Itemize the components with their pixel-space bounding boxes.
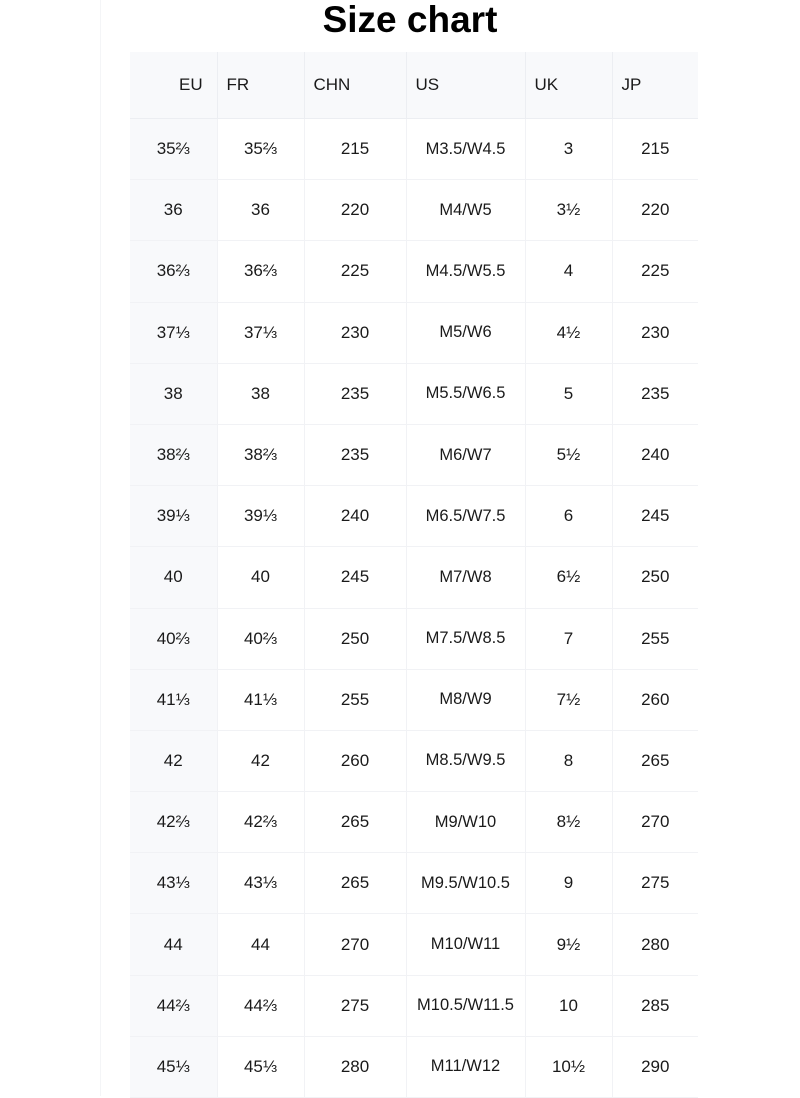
cell-us: M10.5/W11.5: [406, 975, 525, 1036]
cell-chn: 220: [304, 180, 406, 241]
cell-us: M3.5/W4.5: [406, 119, 525, 180]
cell-eu: 36: [130, 180, 217, 241]
cell-chn: 280: [304, 1036, 406, 1097]
cell-chn: 255: [304, 669, 406, 730]
cell-jp: 235: [612, 363, 698, 424]
cell-eu: 40⅔: [130, 608, 217, 669]
cell-jp: 270: [612, 792, 698, 853]
table-row: [130, 180, 698, 241]
cell-eu: 38⅔: [130, 424, 217, 485]
cell-chn: 235: [304, 363, 406, 424]
cell-chn: 230: [304, 302, 406, 363]
cell-chn: 265: [304, 853, 406, 914]
cell-fr: 45⅓: [217, 1036, 304, 1097]
cell-us: M5.5/W6.5: [406, 363, 525, 424]
table-header-row: [130, 52, 698, 119]
table-row: [130, 730, 698, 791]
cell-fr: 38: [217, 363, 304, 424]
cell-chn: 235: [304, 424, 406, 485]
cell-eu: 42⅔: [130, 792, 217, 853]
cell-jp: 225: [612, 241, 698, 302]
cell-jp: 265: [612, 730, 698, 791]
table-row: [130, 119, 698, 180]
cell-us: M8.5/W9.5: [406, 730, 525, 791]
table-row: [130, 792, 698, 853]
cell-jp: 215: [612, 119, 698, 180]
cell-jp: 250: [612, 547, 698, 608]
table-row: [130, 669, 698, 730]
cell-fr: 42⅔: [217, 792, 304, 853]
cell-fr: 37⅓: [217, 302, 304, 363]
table-row: [130, 853, 698, 914]
cell-us: M5/W6: [406, 302, 525, 363]
cell-uk: 6: [525, 486, 612, 547]
table-row: [130, 424, 698, 485]
page-title: Size chart: [322, 0, 498, 40]
cell-eu: 39⅓: [130, 486, 217, 547]
cell-uk: 5: [525, 363, 612, 424]
cell-uk: 4: [525, 241, 612, 302]
cell-us: M8/W9: [406, 669, 525, 730]
cell-jp: 285: [612, 975, 698, 1036]
cell-uk: 9½: [525, 914, 612, 975]
table-row: [130, 241, 698, 302]
cell-fr: 36⅔: [217, 241, 304, 302]
cell-jp: 230: [612, 302, 698, 363]
cell-fr: 44⅔: [217, 975, 304, 1036]
cell-eu: 35⅔: [130, 119, 217, 180]
size-table: [130, 52, 698, 1098]
cell-chn: 245: [304, 547, 406, 608]
cell-fr: 39⅓: [217, 486, 304, 547]
cell-us: M9/W10: [406, 792, 525, 853]
column-header-uk: UK: [525, 52, 612, 119]
column-header-fr: FR: [217, 52, 304, 119]
cell-us: M4/W5: [406, 180, 525, 241]
cell-jp: 290: [612, 1036, 698, 1097]
cell-chn: 240: [304, 486, 406, 547]
cell-uk: 8½: [525, 792, 612, 853]
cell-fr: 36: [217, 180, 304, 241]
cell-fr: 35⅔: [217, 119, 304, 180]
cell-jp: 220: [612, 180, 698, 241]
cell-uk: 10: [525, 975, 612, 1036]
cell-us: M7.5/W8.5: [406, 608, 525, 669]
table-row: [130, 486, 698, 547]
cell-fr: 41⅓: [217, 669, 304, 730]
table-row: [130, 547, 698, 608]
size-table-container: [130, 52, 698, 1098]
cell-chn: 265: [304, 792, 406, 853]
cell-us: M7/W8: [406, 547, 525, 608]
size-table-body: [130, 119, 698, 1098]
cell-eu: 42: [130, 730, 217, 791]
cell-us: M6/W7: [406, 424, 525, 485]
cell-us: M4.5/W5.5: [406, 241, 525, 302]
cell-eu: 41⅓: [130, 669, 217, 730]
cell-uk: 3½: [525, 180, 612, 241]
cell-uk: 3: [525, 119, 612, 180]
cell-us: M11/W12: [406, 1036, 525, 1097]
cell-chn: 215: [304, 119, 406, 180]
table-row: [130, 302, 698, 363]
cell-eu: 38: [130, 363, 217, 424]
column-header-jp: JP: [612, 52, 698, 119]
cell-eu: 44: [130, 914, 217, 975]
column-header-chn: CHN: [304, 52, 406, 119]
column-header-us: US: [406, 52, 525, 119]
cell-fr: 40: [217, 547, 304, 608]
table-row: [130, 914, 698, 975]
page-edge-line: [100, 0, 101, 1096]
cell-eu: 43⅓: [130, 853, 217, 914]
cell-chn: 275: [304, 975, 406, 1036]
cell-uk: 9: [525, 853, 612, 914]
cell-uk: 4½: [525, 302, 612, 363]
cell-uk: 6½: [525, 547, 612, 608]
table-row: [130, 1036, 698, 1097]
cell-jp: 240: [612, 424, 698, 485]
cell-uk: 7: [525, 608, 612, 669]
cell-uk: 8: [525, 730, 612, 791]
cell-eu: 45⅓: [130, 1036, 217, 1097]
cell-fr: 40⅔: [217, 608, 304, 669]
cell-jp: 245: [612, 486, 698, 547]
column-header-eu: EU: [130, 52, 217, 119]
cell-chn: 270: [304, 914, 406, 975]
cell-fr: 44: [217, 914, 304, 975]
cell-jp: 260: [612, 669, 698, 730]
cell-fr: 42: [217, 730, 304, 791]
table-row: [130, 363, 698, 424]
cell-chn: 250: [304, 608, 406, 669]
cell-eu: 37⅓: [130, 302, 217, 363]
cell-us: M6.5/W7.5: [406, 486, 525, 547]
cell-us: M10/W11: [406, 914, 525, 975]
cell-eu: 44⅔: [130, 975, 217, 1036]
cell-eu: 40: [130, 547, 217, 608]
cell-jp: 280: [612, 914, 698, 975]
cell-chn: 260: [304, 730, 406, 791]
cell-eu: 36⅔: [130, 241, 217, 302]
cell-uk: 10½: [525, 1036, 612, 1097]
cell-jp: 255: [612, 608, 698, 669]
table-row: [130, 608, 698, 669]
cell-uk: 7½: [525, 669, 612, 730]
cell-us: M9.5/W10.5: [406, 853, 525, 914]
cell-fr: 43⅓: [217, 853, 304, 914]
cell-uk: 5½: [525, 424, 612, 485]
cell-fr: 38⅔: [217, 424, 304, 485]
table-row: [130, 975, 698, 1036]
cell-jp: 275: [612, 853, 698, 914]
cell-chn: 225: [304, 241, 406, 302]
